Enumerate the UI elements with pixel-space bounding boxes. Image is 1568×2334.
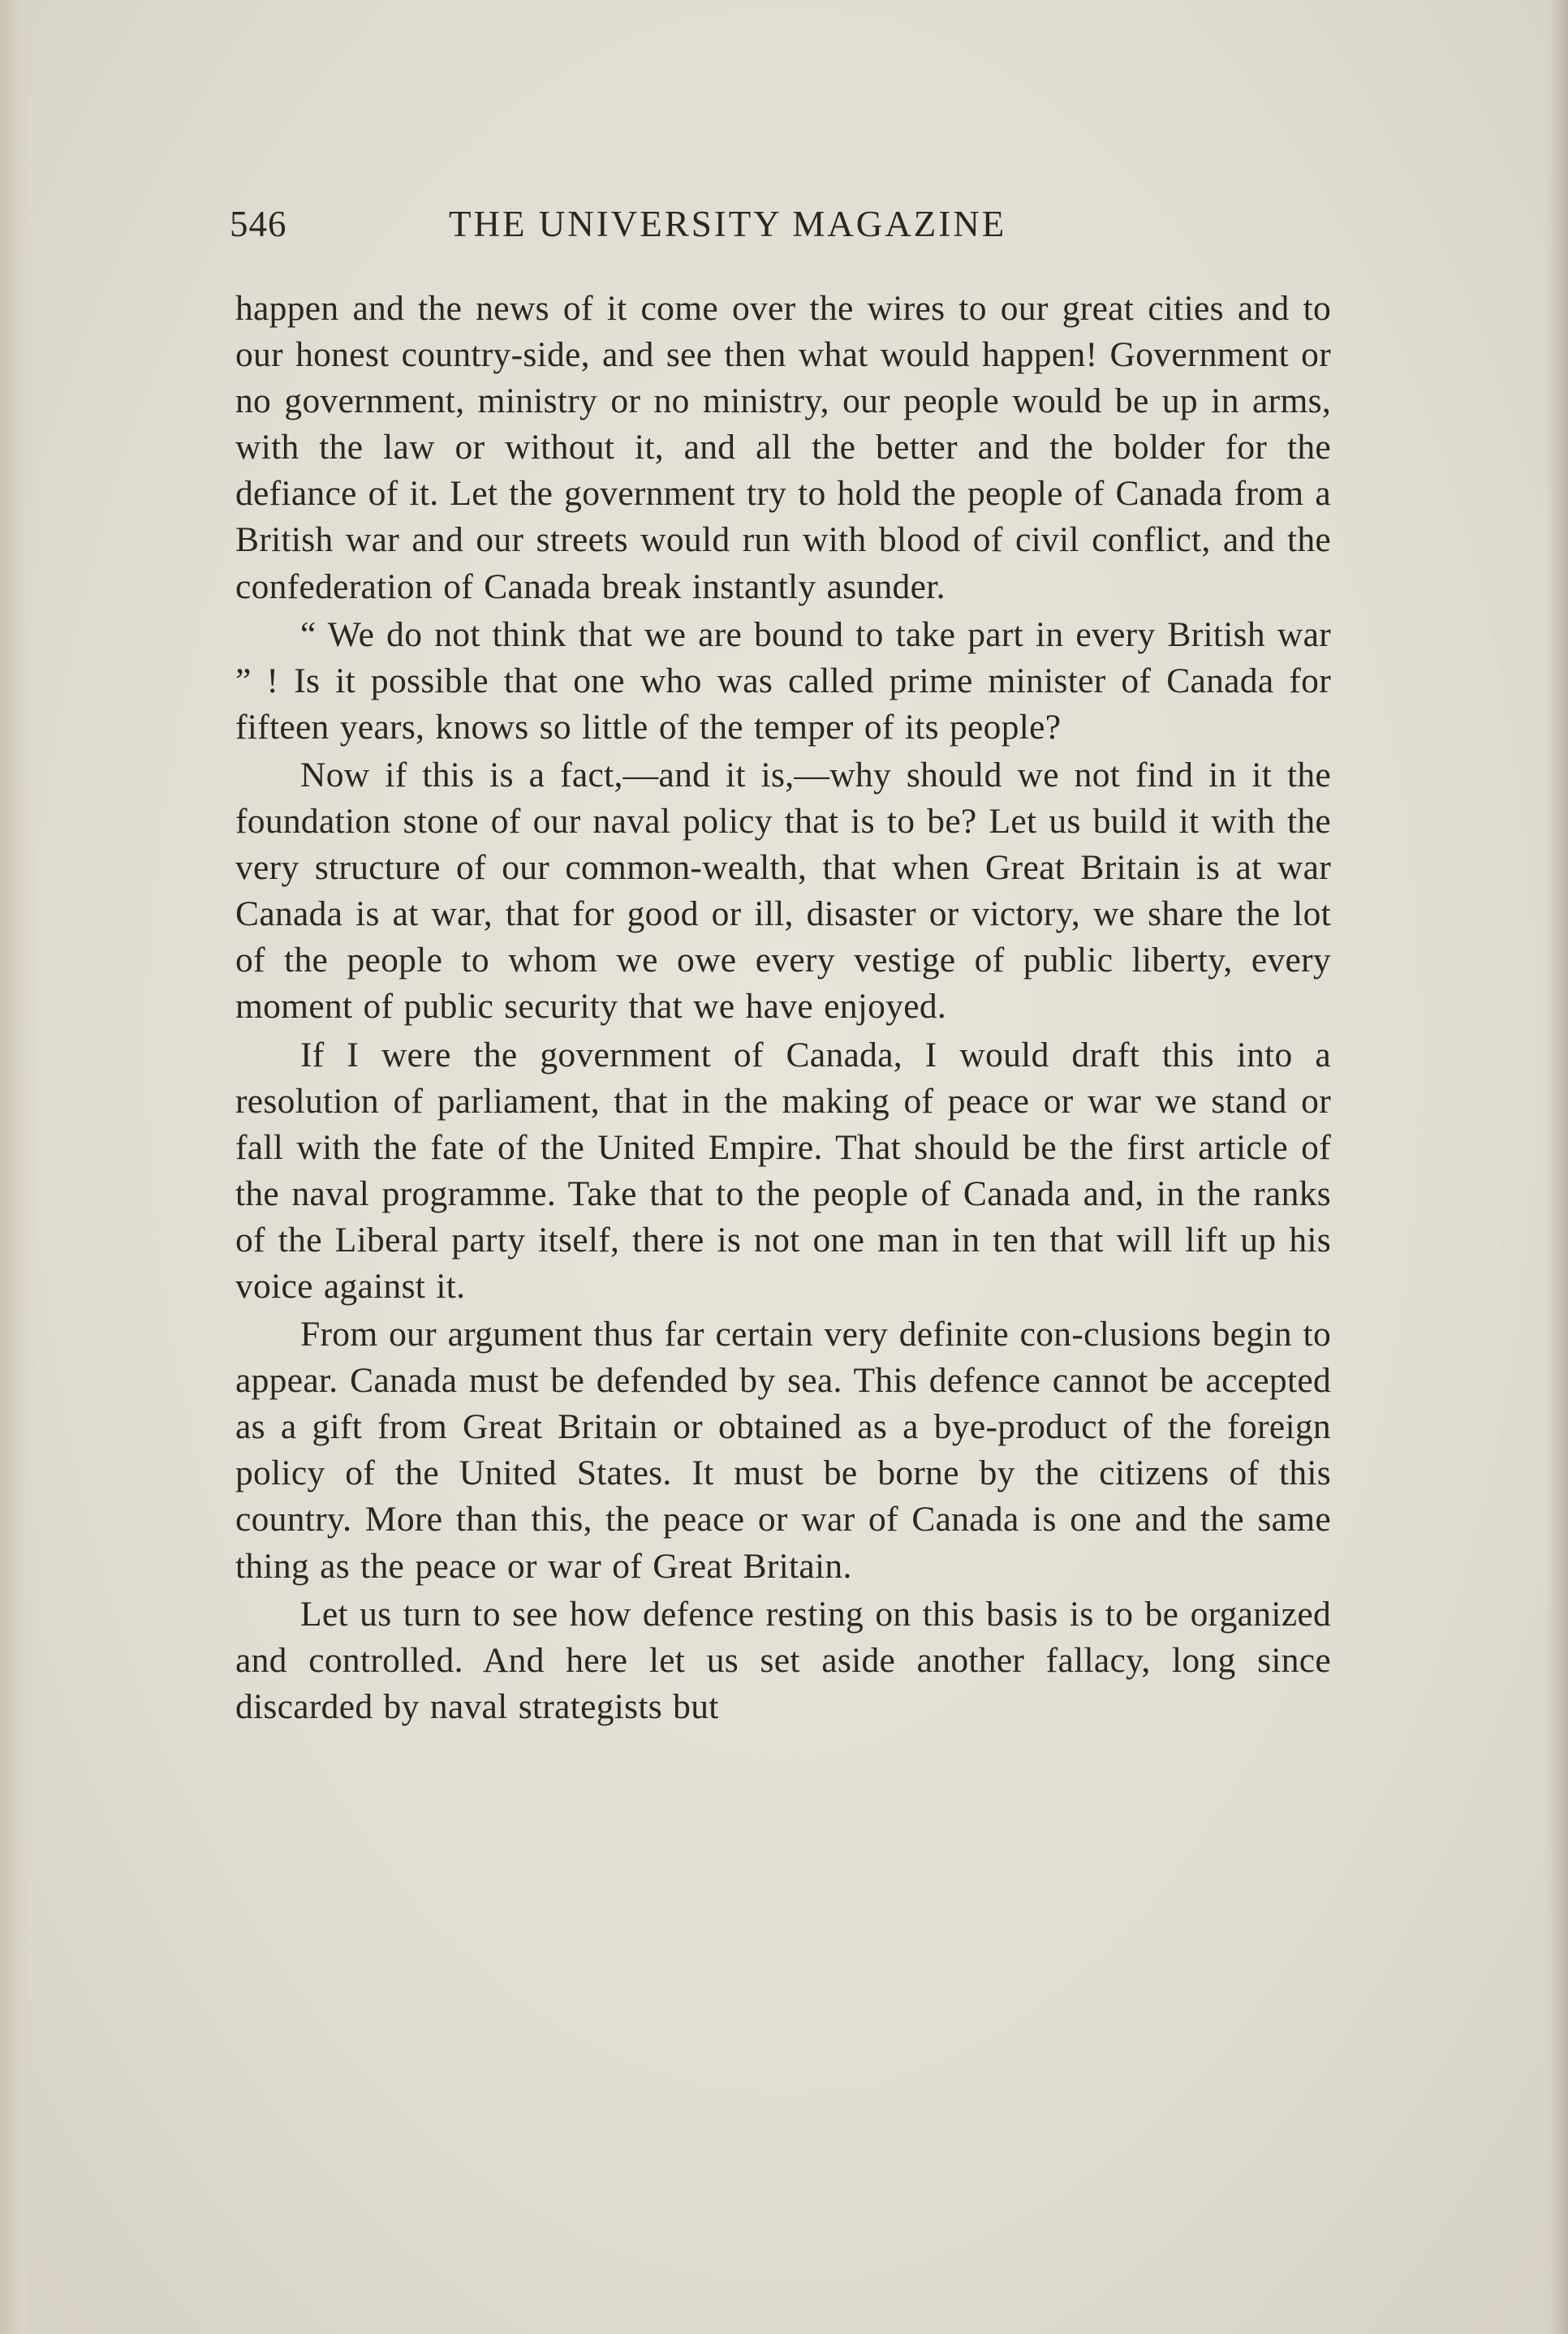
page-gutter-shadow <box>0 0 36 2334</box>
body-text <box>235 286 1331 1730</box>
page-edge-shadow <box>1545 0 1568 2334</box>
paragraph: “ We do not think that we are bound to take part in every British war ” ! Is it possible that one who was called prime minister of Canada for fifteen years, knows so little of the temper of its people? <box>235 614 1331 747</box>
paragraph: If I were the government of Canada, I would draft this into a resolution of parliament, that in the making of peace or war we stand or fall with the fate of the United Empire. That should be the first article of the naval programme. Take that to the people of Canada and, in the ranks of the Liberal party itself, there is not one man in ten that will lift up his voice against it. <box>235 1035 1331 1306</box>
paragraph: From our argument thus far certain very definite con-clusions begin to appear. Canada must be defended by sea. This defence cannot be accepted as a gift from Great Britain or obtained as a bye-product of the foreign policy of the United States. It must be borne by the citizens of this country. More than this, the peace or war of Canada is one and the same thing as the peace or war of Great Britain. <box>235 1315 1331 1586</box>
paragraph: Now if this is a fact,—and it is,—why should we not find in it the foundation stone of our naval policy that is to be? Let us build it with the very structure of our common-wealth, that when Great Britain is at war Canada is at war, that for good or ill, disaster or victory, we share the lot of the people to whom we owe every vestige of public liberty, every moment of public security that we have enjoyed. <box>235 755 1331 1027</box>
page-number: 546 <box>230 204 287 244</box>
running-head-title: THE UNIVERSITY MAGAZINE <box>449 204 1007 244</box>
paragraph: happen and the news of it come over the wires to our great cities and to our honest country-side, and see then what would happen! Government or no government, ministry or no ministry, our people would be up in arms, with the law or without it, and all the better and the bolder for the defiance of it. Let the government try to hold the people of Canada from a British war and our streets would run with blood of civil conflict, and the confederation of Canada break instantly asunder. <box>235 289 1331 606</box>
paragraph: Let us turn to see how defence resting on this basis is to be organized and controlled. And here let us set aside another fallacy, long since discarded by naval strategists but <box>235 1594 1331 1726</box>
running-head <box>230 203 1106 260</box>
